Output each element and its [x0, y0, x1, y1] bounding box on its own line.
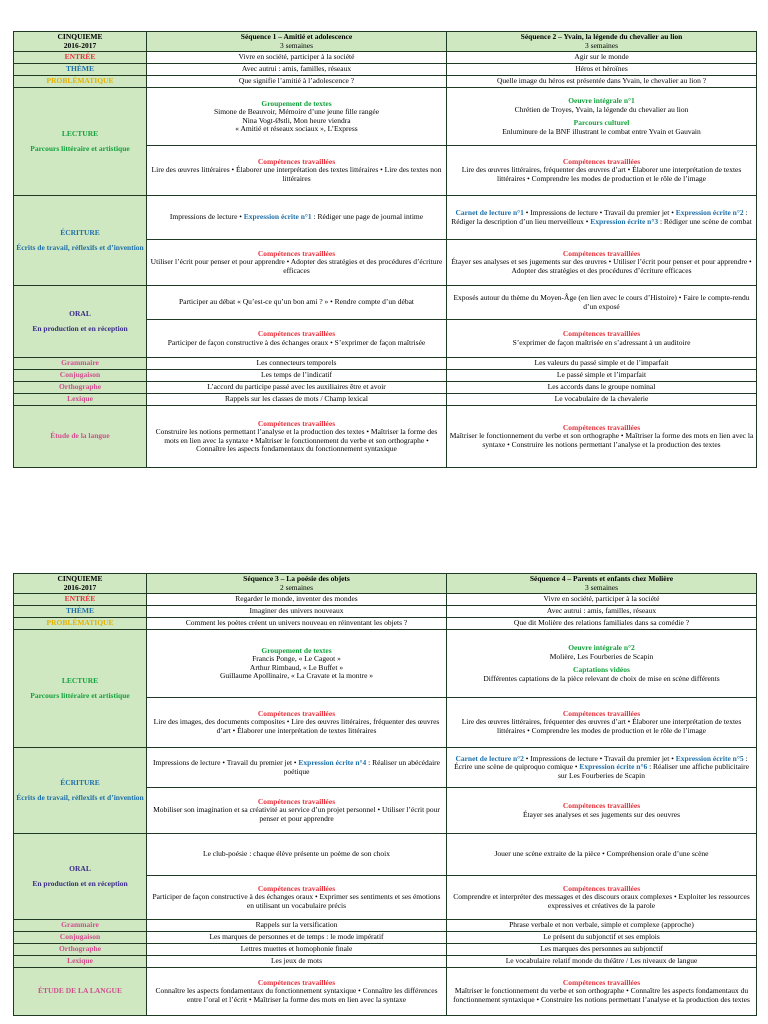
orthographe-row	[14, 382, 757, 394]
activity-text: • Impressions de lecture • Travail du premier jet •	[525, 753, 674, 763]
competences-text: Lire des œuvres littéraires • Élaborer une interprétation des textes littéraires • Lire des textes non littéraires	[151, 165, 442, 184]
competences-title: Compétences travaillées	[562, 801, 641, 811]
entree-row	[14, 594, 757, 606]
competences-text: Maîtriser le fonctionnement du verbe et son orthographe • Connaître les aspects fondamentaux du fonctionnement syntaxique • Construire les notions permettant l’analyse et la production des textes	[453, 986, 750, 1005]
grammaire-row	[14, 358, 757, 370]
header-row	[14, 574, 757, 594]
cell: L’accord du participe passé avec les auxiliaires être et avoir	[147, 382, 447, 394]
expression-ecrite-label: Expression écrite n°4	[298, 758, 367, 768]
oeuvre-title: Oeuvre intégrale n°1	[568, 96, 635, 105]
cell: Agir sur le monde	[447, 52, 757, 64]
activity-text: Impressions de lecture • Travail du premier jet •	[152, 758, 297, 768]
cell: Le passé simple et l’imparfait	[447, 370, 757, 382]
competences-title: Compétences travaillées	[257, 977, 336, 987]
sequence-title: Séquence 1 – Amitié et adolescence	[240, 32, 353, 41]
theme-row	[14, 64, 757, 76]
text-group-cell	[147, 630, 447, 698]
competences-cell	[447, 876, 757, 920]
text-group-title: Groupement de textes	[261, 98, 332, 108]
competences-title: Compétences travaillées	[562, 248, 641, 258]
sequence-duration: 3 semaines	[279, 40, 314, 50]
cell: Rappels sur la versification	[147, 920, 447, 932]
expression-ecrite-label: Expression écrite n°5	[675, 753, 744, 763]
activity-text: : Écrire une scène de quiproquo comique •	[454, 753, 748, 772]
cell: Quelle image du héros est présentée dans Yvain, le chevalier au lion ?	[447, 76, 757, 88]
oeuvre-cell	[447, 630, 757, 698]
row-label-lexique: Lexique	[14, 394, 147, 406]
competences-title: Compétences travaillées	[257, 248, 336, 258]
oral-label: ORAL	[69, 864, 91, 874]
competences-cell	[447, 240, 757, 286]
expression-ecrite-label: Expression écrite n°2	[675, 208, 744, 218]
lexique-row	[14, 394, 757, 406]
carnet-label: Carnet de lecture n°1	[455, 208, 524, 218]
level-cell	[14, 574, 147, 594]
problematique-row	[14, 618, 757, 630]
cell: Avec autrui : amis, familles, réseaux	[447, 606, 757, 618]
row-label-problematique: PROBLÉMATIQUE	[14, 618, 147, 630]
text-group-title: Groupement de textes	[261, 645, 332, 655]
competences-cell	[447, 698, 757, 748]
competences-text: Mobiliser son imagination et sa créativité au service d’un projet personnel • Utiliser l’écrit pour penser et pour apprendre	[153, 805, 440, 824]
competences-title: Compétences travaillées	[562, 977, 641, 987]
activity-text: : Rédiger la description d’un lieu merveilleux •	[451, 208, 748, 226]
competences-text: Maîtriser le fonctionnement du verbe et son orthographe • Maîtriser la forme des mots en lien avec la syntaxe • Construire les notions permettant l’analyse et la production des textes	[449, 431, 754, 450]
grammaire-row	[14, 920, 757, 932]
competences-text: Lire des œuvres littéraires, fréquenter des œuvres d’art • Élaborer une interprétation de textes littéraires • Comprendre les modes de production et le rôle de l’image	[461, 717, 742, 736]
text-line: Nina Vogt-Østli, Mon heure viendra	[242, 115, 351, 125]
ecriture-activities-row	[14, 748, 757, 788]
activity-text: : Réaliser une affiche publicitaire sur Les Fourberies de Scapin	[557, 762, 749, 781]
oral-activities-row	[14, 834, 757, 876]
oeuvre-line: Molière, Les Fourberies de Scapin	[549, 651, 654, 661]
lecture-texts-row	[14, 88, 757, 146]
oral-sublabel: En production et en réception	[32, 878, 128, 888]
cell: Les temps de l’indicatif	[147, 370, 447, 382]
competences-text: Participer de façon constructive à des échanges oraux • Exprimer ses sentiments et ses émotions en utilisant un vocabulaire précis	[152, 892, 441, 911]
sequence-1-header	[147, 32, 447, 52]
row-label-oral	[14, 286, 147, 358]
sequence-title: Séquence 4 – Parents et enfants chez Molière	[529, 574, 674, 583]
cell: Le vocabulaire de la chevalerie	[447, 394, 757, 406]
row-label-ecriture	[14, 748, 147, 834]
row-label-entree: ENTRÉE	[14, 594, 147, 606]
row-label-theme: THÈME	[14, 606, 147, 618]
ecriture-activity-cell	[147, 196, 447, 240]
oral-label: ORAL	[69, 309, 91, 319]
cell: Jouer une scène extraite de la pièce • Compréhension orale d’une scène	[447, 834, 757, 876]
ecriture-label: ÉCRITURE	[60, 228, 100, 238]
competences-text: Utiliser l’écrit pour penser et pour apprendre • Adopter des stratégies et des procédures d’écriture efficaces	[150, 257, 443, 276]
captations-line: Différentes captations de la pièce relevant de choix de mise en scène différents	[483, 673, 720, 683]
cell: Les marques des personnes au subjonctif	[447, 944, 757, 956]
programme-table-2	[13, 573, 757, 1016]
row-label-lecture	[14, 88, 147, 196]
cell: Les marques de personnes et de temps : le mode impératif	[147, 932, 447, 944]
expression-ecrite-label: Expression écrite n°1	[243, 212, 312, 222]
sequence-title: Séquence 3 – La poésie des objets	[243, 574, 350, 583]
cell: Regarder le monde, inventer des mondes	[147, 594, 447, 606]
oeuvre-line: Chrétien de Troyes, Yvain, la légende du chevalier au lion	[514, 104, 689, 114]
competences-text: Comprendre et interpréter des messages et des discours oraux complexes • Exploiter les ressources expressives et créatives de la parole	[453, 892, 750, 911]
conjugaison-row	[14, 932, 757, 944]
cell: Héros et héroïnes	[447, 64, 757, 76]
ecriture-activity-cell	[447, 748, 757, 788]
activity-text: • Impressions de lecture • Travail du premier jet •	[525, 208, 674, 218]
problematique-row	[14, 76, 757, 88]
row-label-lexique: Lexique	[14, 956, 147, 968]
expression-ecrite-label: Expression écrite n°3	[590, 216, 659, 226]
text-line: Simone de Beauvoir, Mémoire d’une jeune fille rangée	[213, 107, 380, 117]
ecriture-sublabel: Écrits de travail, réflexifs et d’invention	[16, 792, 144, 802]
ecriture-activity-cell	[447, 196, 757, 240]
cell: Avec autrui : amis, familles, réseaux	[147, 64, 447, 76]
activity-text: : Réaliser un abécédaire poétique	[283, 758, 440, 776]
cell: Le club-poésie : chaque élève présente un poème de son choix	[147, 834, 447, 876]
captations-title: Captations vidéos	[573, 665, 630, 675]
cell: Le présent du subjonctif et ses emplois	[447, 932, 757, 944]
competences-title: Compétences travaillées	[257, 156, 336, 166]
cell: Les accords dans le groupe nominal	[447, 382, 757, 394]
row-label-orthographe: Orthographe	[14, 944, 147, 956]
level-label: CINQUIEME	[57, 574, 103, 583]
row-label-grammaire: Grammaire	[14, 920, 147, 932]
activity-text: : Rédiger une scène de combat	[659, 216, 752, 226]
competences-text: Participer de façon constructive à des échanges oraux • S’exprimer de façon maîtrisée	[167, 337, 426, 347]
ecriture-activity-cell	[147, 748, 447, 788]
lecture-texts-row	[14, 630, 757, 698]
ecriture-activities-row	[14, 196, 757, 240]
lecture-label: LECTURE	[61, 676, 99, 686]
competences-title: Compétences travaillées	[257, 796, 336, 806]
cell: Imaginer des univers nouveaux	[147, 606, 447, 618]
competences-title: Compétences travaillées	[562, 708, 641, 718]
competences-title: Compétences travaillées	[562, 883, 641, 893]
sequence-3-header	[147, 574, 447, 594]
row-label-ecriture	[14, 196, 147, 286]
oeuvre-title: Oeuvre intégrale n°2	[568, 643, 635, 652]
competences-text: S’exprimer de façon maîtrisée en s’adressant à un auditoire	[512, 337, 691, 347]
cell: Rappels sur les classes de mots / Champ lexical	[147, 394, 447, 406]
cell: Les valeurs du passé simple et de l’imparfait	[447, 358, 757, 370]
competences-text: Construire les notions permettant l’analyse et la production des textes • Maîtriser la forme des mots en lien avec la syntaxe • Maîtriser le fonctionnement du verbe et son orthographe • Connaître les aspects fondamentaux du fonctionnement syntaxique	[155, 427, 438, 454]
carnet-label: Carnet de lecture n°2	[455, 753, 524, 763]
row-label-etude-langue: ÉTUDE DE LA LANGUE	[14, 968, 147, 1016]
lexique-row	[14, 956, 757, 968]
programme-table-1	[13, 31, 757, 468]
cell: Vivre en société, participer à la société	[147, 52, 447, 64]
text-line: Guillaume Apollinaire, « La Cravate et la montre »	[219, 671, 374, 681]
etude-langue-row	[14, 406, 757, 468]
competences-title: Compétences travaillées	[257, 418, 336, 428]
row-label-oral	[14, 834, 147, 920]
row-label-orthographe: Orthographe	[14, 382, 147, 394]
competences-cell	[147, 320, 447, 358]
orthographe-row	[14, 944, 757, 956]
competences-title: Compétences travaillées	[562, 156, 641, 166]
expression-ecrite-label: Expression écrite n°6	[579, 762, 648, 772]
activity-text: : Rédiger une page de journal intime	[313, 212, 424, 222]
competences-title: Compétences travaillées	[562, 422, 641, 432]
lecture-sublabel: Parcours littéraire et artistique	[30, 143, 130, 153]
sequence-title: Séquence 2 – Yvain, la légende du chevalier au lion	[520, 32, 683, 41]
competences-cell	[147, 788, 447, 834]
header-row	[14, 32, 757, 52]
row-label-conjugaison: Conjugaison	[14, 370, 147, 382]
competences-text: Étayer ses analyses et ses jugements sur des oeuvres	[522, 809, 681, 819]
competences-text: Lire des images, des documents composites • Lire des œuvres littéraires, fréquenter des œuvres d’art • Élaborer une interprétation de textes littéraires	[153, 717, 440, 736]
sequence-duration: 3 semaines	[584, 40, 619, 50]
theme-row	[14, 606, 757, 618]
activity-text: Impressions de lecture •	[169, 212, 242, 222]
competences-cell	[147, 698, 447, 748]
etude-langue-row	[14, 968, 757, 1016]
row-label-problematique: PROBLÉMATIQUE	[14, 76, 147, 88]
row-label-theme: THÈME	[14, 64, 147, 76]
competences-cell	[447, 320, 757, 358]
text-group-cell	[147, 88, 447, 146]
cell: Lettres muettes et homophonie finale	[147, 944, 447, 956]
cell: Vivre en société, participer à la société	[447, 594, 757, 606]
lecture-sublabel: Parcours littéraire et artistique	[30, 690, 130, 700]
row-label-lecture	[14, 630, 147, 748]
cell: Exposés autour du thème du Moyen-Âge (en lien avec le cours d’Histoire) • Faire le compte-rendu d’un exposé	[447, 286, 757, 320]
sequence-4-header	[447, 574, 757, 594]
competences-title: Compétences travaillées	[257, 329, 336, 339]
lecture-label: LECTURE	[61, 129, 99, 139]
ecriture-sublabel: Écrits de travail, réflexifs et d’invention	[16, 242, 144, 252]
competences-cell	[147, 876, 447, 920]
sequence-duration: 3 semaines	[584, 582, 619, 592]
sequence-2-header	[447, 32, 757, 52]
level-label: CINQUIEME	[57, 32, 103, 41]
level-cell	[14, 32, 147, 52]
competences-cell	[147, 240, 447, 286]
parcours-title: Parcours culturel	[573, 118, 630, 128]
row-label-grammaire: Grammaire	[14, 358, 147, 370]
cell: Comment les poètes créent un univers nouveau en réinventant les objets ?	[147, 618, 447, 630]
oeuvre-cell	[447, 88, 757, 146]
competences-cell	[147, 406, 447, 468]
competences-text: Lire des œuvres littéraires, fréquenter des œuvres d’art • Élaborer une interprétation de textes littéraires • Comprendre les modes de production et le rôle de l’image	[461, 165, 742, 184]
oral-sublabel: En production et en réception	[32, 323, 128, 333]
row-label-entree: ENTRÉE	[14, 52, 147, 64]
sequence-duration: 2 semaines	[279, 582, 314, 592]
conjugaison-row	[14, 370, 757, 382]
ecriture-label: ÉCRITURE	[60, 778, 100, 788]
entree-row	[14, 52, 757, 64]
competences-cell	[447, 406, 757, 468]
competences-text: Connaître les aspects fondamentaux du fonctionnement syntaxique • Connaître les différences entre l’oral et l’écrit • Maîtriser la forme des mots en lien avec la syntaxe	[155, 986, 438, 1005]
competences-cell	[447, 968, 757, 1016]
cell: Les jeux de mots	[147, 956, 447, 968]
cell: Phrase verbale et non verbale, simple et complexe (approche)	[447, 920, 757, 932]
competences-cell	[447, 146, 757, 196]
oral-activities-row	[14, 286, 757, 320]
row-label-etude-langue: Étude de la langue	[14, 406, 147, 468]
year-label: 2016-2017	[63, 40, 97, 50]
cell: Participer au débat « Qu’est-ce qu’un bon ami ? » • Rendre compte d’un débat	[147, 286, 447, 320]
text-line: Francis Ponge, « Le Cageot »	[252, 654, 341, 664]
parcours-line: Enluminure de la BNF illustrant le combat entre Yvain et Gauvain	[502, 126, 701, 136]
competences-cell	[447, 788, 757, 834]
year-label: 2016-2017	[63, 582, 97, 592]
row-label-conjugaison: Conjugaison	[14, 932, 147, 944]
text-line: « Amitié et réseaux sociaux », L’Express	[235, 124, 358, 134]
competences-title: Compétences travaillées	[562, 329, 641, 339]
cell: Que signifie l’amitié à l’adolescence ?	[147, 76, 447, 88]
competences-text: Étayer ses analyses et ses jugements sur des œuvres • Utiliser l’écrit pour penser et pour apprendre • Adopter des stratégies et des procédures d’écriture efficaces	[451, 257, 752, 276]
competences-title: Compétences travaillées	[257, 708, 336, 718]
competences-title: Compétences travaillées	[257, 883, 336, 893]
competences-cell	[147, 146, 447, 196]
cell: Que dit Molière des relations familiales dans sa comédie ?	[447, 618, 757, 630]
text-line: Arthur Rimbaud, « Le Buffet »	[249, 662, 344, 672]
cell: Le vocabulaire relatif monde du théâtre / Les niveaux de langue	[447, 956, 757, 968]
cell: Les connecteurs temporels	[147, 358, 447, 370]
competences-cell	[147, 968, 447, 1016]
